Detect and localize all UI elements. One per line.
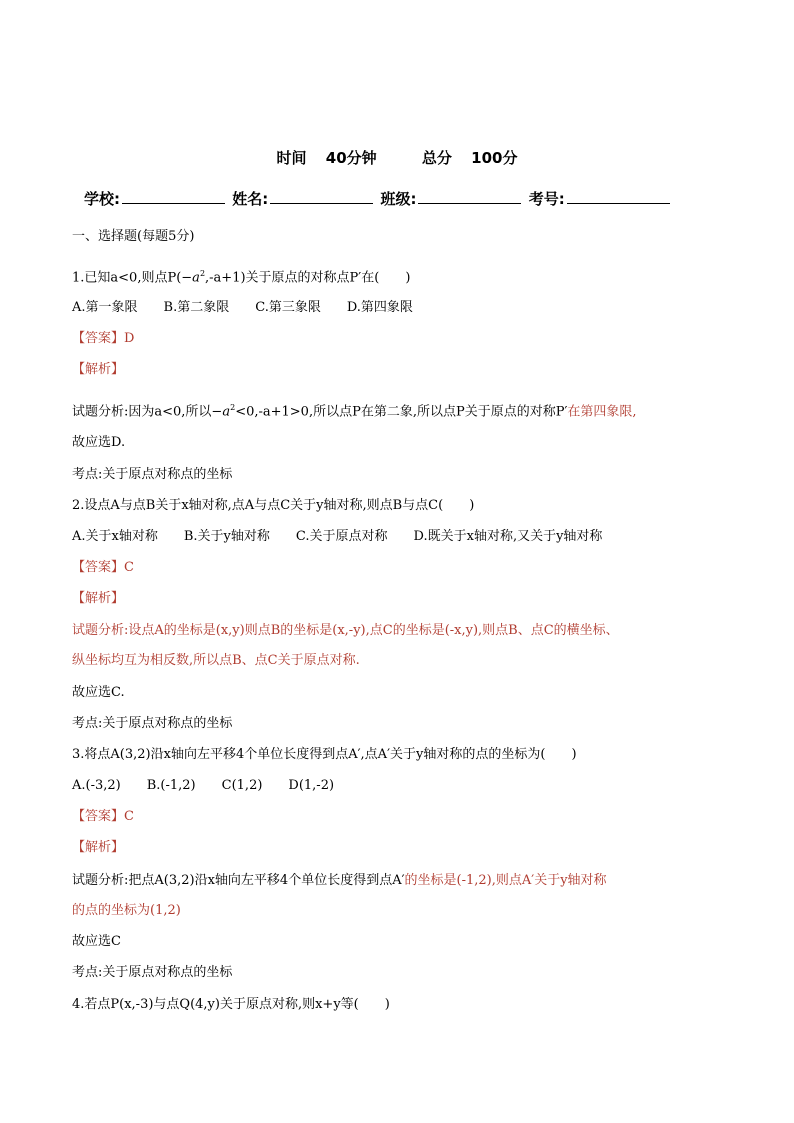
q1-analysis [72, 399, 637, 421]
q2-knowledge-point: 考点:关于原点对称点的坐标 [72, 716, 233, 731]
school-label: 学校: [84, 190, 120, 208]
q1-option-a: A.第一象限 [72, 300, 138, 315]
time-label: 时间 [276, 149, 307, 167]
q2-analysis-line1: 试题分析:设点A的坐标是(x,y)则点B的坐标是(x,-y),点C的坐标是(-x,y),则点B、点C的横坐标、 [72, 623, 619, 638]
name-label: 姓名: [232, 190, 269, 208]
q1-option-b: B.第二象限 [163, 300, 230, 315]
name-blank [270, 189, 373, 204]
time-value: 40分钟 [325, 149, 377, 167]
q2-answer: 【答案】C [72, 560, 134, 575]
q1-stem-part-b: ,-a+1)关于原点的对称点P′在( ) [205, 270, 411, 286]
q3-option-a: A.(-3,2) [72, 778, 121, 793]
q1-analysis-part-b: <0,-a+1>0,所以点P在第二象,所以点P关于原点的对称P′ [235, 404, 568, 420]
q1-option-c: C.第三象限 [255, 300, 321, 315]
q3-analysis-line2: 的点的坐标为(1,2) [72, 903, 181, 918]
student-info-fields [84, 188, 672, 209]
q3-option-c: C(1,2) [221, 778, 263, 793]
score-label: 总分 [421, 149, 452, 167]
q2-stem: 2.设点A与点B关于x轴对称,点A与点C关于y轴对称,则点B与点C( ) [72, 498, 475, 513]
exam-no-blank [567, 189, 670, 204]
q1-option-d: D.第四象限 [346, 300, 413, 315]
class-blank [418, 189, 521, 204]
q1-analysis-label: 【解析】 [72, 362, 125, 377]
q2-option-c: C.关于原点对称 [295, 529, 388, 544]
exam-header [0, 147, 794, 168]
q3-option-b: B.(-1,2) [146, 778, 196, 793]
q2-analysis-line2: 纵坐标均互为相反数,所以点B、点C关于原点对称. [72, 653, 360, 668]
q2-option-b: B.关于y轴对称 [183, 529, 270, 544]
q1-analysis-var: a [222, 404, 231, 420]
q1-stem [72, 265, 410, 287]
q1-analysis-exp: 2 [230, 403, 236, 412]
q3-conclusion: 故应选C [72, 934, 121, 949]
q1-conclusion: 故应选D. [72, 435, 126, 450]
q3-analysis-part-a: 试题分析:把点A(3,2)沿x轴向左平移4个单位长度得到点A′ [72, 873, 405, 888]
q2-option-d: D.既关于x轴对称,又关于y轴对称 [413, 529, 603, 544]
q2-analysis-label: 【解析】 [72, 591, 125, 606]
school-blank [122, 189, 225, 204]
q3-stem: 3.将点A(3,2)沿x轴向左平移4个单位长度得到点A′,点A′关于y轴对称的点的坐标为( ) [72, 747, 577, 762]
q1-stem-part-a: 1.已知a<0,则点P(− [72, 270, 193, 286]
q4-stem: 4.若点P(x,-3)与点Q(4,y)关于原点对称,则x+y等( ) [72, 997, 390, 1012]
q3-option-d: D(1,-2) [288, 778, 335, 793]
q1-stem-exp: 2 [199, 269, 206, 278]
q3-options [72, 777, 360, 795]
q1-knowledge-point: 考点:关于原点对称点的坐标 [72, 467, 233, 482]
q2-options [72, 528, 628, 546]
q3-analysis-label: 【解析】 [72, 840, 125, 855]
q1-answer: 【答案】D [72, 331, 135, 346]
q1-stem-var: a [192, 270, 200, 286]
q3-knowledge-point: 考点:关于原点对称点的坐标 [72, 965, 233, 980]
q3-analysis-line1 [72, 872, 607, 890]
q3-analysis-red: 的坐标是(-1,2),则点A′关于y轴对称 [404, 873, 607, 888]
q1-options [72, 299, 439, 317]
q2-conclusion: 故应选C. [72, 685, 125, 700]
class-label: 班级: [380, 190, 417, 208]
exam-no-label: 考号: [528, 190, 565, 208]
q3-answer: 【答案】C [72, 809, 134, 824]
q1-analysis-red: 在第四象限, [567, 404, 637, 420]
score-value: 100分 [471, 149, 518, 167]
section-heading: 一、选择题(每题5分) [72, 229, 195, 244]
q1-analysis-part-a: 试题分析:因为a<0,所以− [72, 404, 223, 420]
q2-option-a: A.关于x轴对称 [72, 529, 158, 544]
